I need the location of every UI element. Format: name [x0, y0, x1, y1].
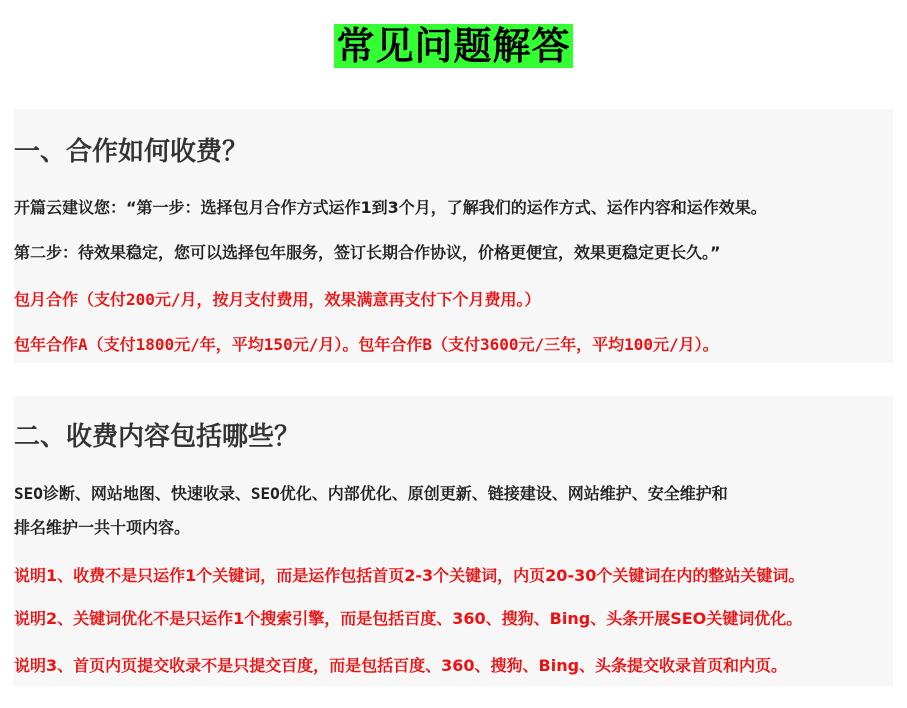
- page-title-container: [0, 24, 907, 68]
- note-text: 说明3、首页内页提交收录不是只提交百度，而是包括百度、360、搜狗、Bing、头条提交收录首页和内页。: [14, 656, 788, 675]
- faq-section-pricing: [14, 109, 893, 363]
- paragraph: 开篇云建议您：“第一步：选择包月合作方式运作1到3个月，了解我们的运作方式、运作内容和运作效果。: [14, 198, 767, 217]
- note-text: 说明2、关键词优化不是只运作1个搜索引擎，而是包括百度、360、搜狗、Bing、头条开展SEO关键词优化。: [14, 609, 803, 628]
- section-heading: 二、收费内容包括哪些？: [14, 422, 301, 452]
- page-title: 常见问题解答: [336, 24, 571, 68]
- note-text: 包年合作A（支付1800元/年，平均150元/月）。包年合作B（支付3600元/三年，平均100元/月）。: [14, 335, 719, 354]
- section-heading: 一、合作如何收费？: [14, 137, 249, 167]
- note-text: 说明1、收费不是只运作1个关键词，而是运作包括首页2-3个关键词，内页20-30个关键词在内的整站关键词。: [14, 566, 805, 585]
- paragraph: SEO诊断、网站地图、快速收录、SEO优化、内部优化、原创更新、链接建设、网站维护、安全维护和: [14, 484, 728, 503]
- note-text: 包月合作（支付200元/月，按月支付费用，效果满意再支付下个月费用。）: [14, 290, 541, 309]
- paragraph: 排名维护一共十项内容。: [14, 518, 191, 537]
- faq-section-contents: [14, 396, 893, 686]
- paragraph: 第二步：待效果稳定，您可以选择包年服务，签订长期合作协议，价格更便宜，效果更稳定更长久。”: [14, 243, 721, 262]
